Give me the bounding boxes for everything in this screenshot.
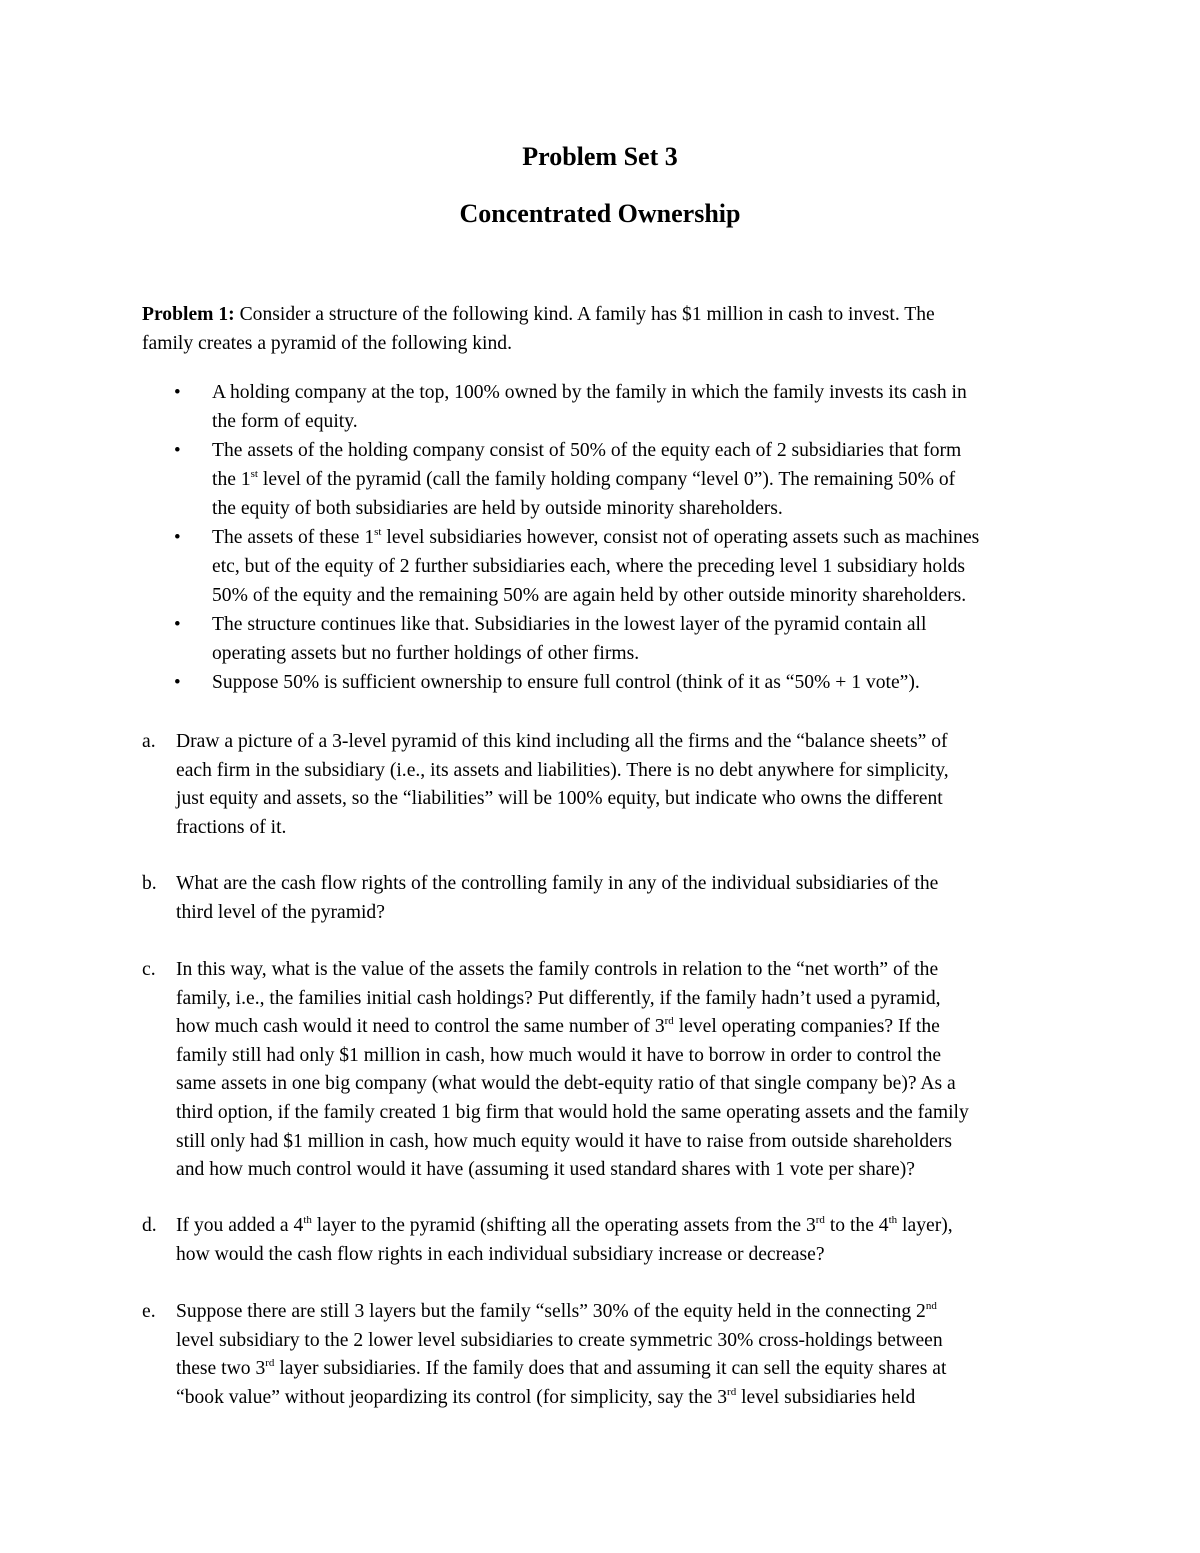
intro-line-2: family creates a pyramid of the following kind. — [142, 332, 512, 354]
ordinal-suffix: rd — [727, 1385, 737, 1398]
list-item — [212, 668, 1082, 697]
ordinal-suffix: st — [374, 526, 382, 538]
problem-1-label: Problem 1: — [142, 304, 235, 325]
list-item-line: level subsidiaries however, consist not of operating assets such as machines — [381, 527, 980, 548]
question-label: d. — [142, 1215, 157, 1236]
intro-line-1: Consider a structure of the following kind. A family has $1 million in cash to invest. The — [234, 304, 935, 325]
list-item-line: the 1 — [212, 469, 251, 490]
question-b — [142, 870, 1052, 927]
list-item-line: Suppose 50% is sufficient ownership to ensure full control (think of it as “50% + 1 vote”). — [212, 672, 920, 693]
ordinal-suffix: st — [250, 468, 258, 480]
list-item-line: 50% of the equity and the remaining 50% are again held by other outside minority shareholders. — [212, 585, 967, 606]
ordinal-suffix: nd — [925, 1300, 937, 1312]
list-item-line: A holding company at the top, 100% owned by the family in which the family invests its cash in — [212, 382, 967, 403]
question-c — [142, 956, 1052, 1185]
ordinal-suffix: rd — [815, 1214, 825, 1226]
list-item-line: the equity of both subsidiaries are held by outside minority shareholders. — [212, 498, 783, 519]
question-label: b. — [142, 873, 157, 894]
question-text: In this way, what is the value of the assets the family controls in relation to the “net worth” of the family, i.e., the families initial cash holdings? Put differently, if the family hadn’t used a pyramid, how much cash would it need to control the same number of 3rd level operating companies? If the family still had only $1 million in cash, how much would it have to borrow in order to control the same assets in one big company (what would the debt-equity ratio of that single company be)? As a third option, if the family created 1 big firm that would hold the same operating assets and the family still only had $1 million in cash, how much equity would it have to raise from outside shareholders and how much control would it have (assuming it used standard shares with 1 vote per share)? — [176, 959, 969, 1181]
question-text: What are the cash flow rights of the controlling family in any of the individual subsidiaries of the third level of the pyramid? — [176, 873, 939, 923]
question-text: Draw a picture of a 3-level pyramid of this kind including all the firms and the “balance sheets” of each firm in the subsidiary (i.e., its assets and liabilities). There is no debt anywhere for simplicity, just equity and assets, so the “liabilities” will be 100% equity, but indicate who owns the different fractions of it. — [176, 731, 949, 838]
list-item-line: operating assets but no further holdings of other firms. — [212, 643, 640, 664]
question-a — [142, 728, 1052, 842]
question-label: a. — [142, 731, 156, 752]
list-item — [212, 610, 1082, 668]
list-item-line: The assets of these 1 — [212, 527, 375, 548]
page-subtitle: Concentrated Ownership — [459, 199, 741, 228]
list-item — [212, 378, 1082, 436]
list-item-line: The structure continues like that. Subsidiaries in the lowest layer of the pyramid contain all — [212, 614, 927, 635]
ordinal-suffix: th — [303, 1214, 312, 1226]
question-e — [142, 1298, 1052, 1412]
list-item — [212, 436, 1082, 523]
ordinal-suffix: rd — [265, 1357, 275, 1370]
question-text: If you added a 4th layer to the pyramid (shifting all the operating assets from the 3rd to the 4th layer), how would the cash flow rights in each individual subsidiary increase or decrease? — [176, 1214, 953, 1265]
ordinal-suffix: th — [888, 1214, 898, 1226]
page-title: Problem Set 3 — [522, 142, 678, 171]
question-d — [142, 1212, 1052, 1269]
question-text: Suppose there are still 3 layers but the family “sells” 30% of the equity held in the connecting 2nd level subsidiary to the 2 lower level subsidiaries to create symmetric 30% cross-holdings between these two 3rd layer subsidiaries. If the family does that and assuming it can sell the equity shares at “book value” without jeopardizing its control (for simplicity, say the 3rd level subsidiaries held — [176, 1300, 947, 1408]
list-item-line: level of the pyramid (call the family holding company “level 0”). The remaining 50% of — [257, 469, 956, 490]
list-item-line: the form of equity. — [212, 411, 358, 432]
list-item-line: The assets of the holding company consist of 50% of the equity each of 2 subsidiaries that form — [212, 440, 962, 461]
list-item — [212, 523, 1082, 610]
problem-1-intro — [142, 301, 1042, 358]
assumption-list — [212, 378, 1082, 697]
question-label: e. — [142, 1301, 156, 1322]
ordinal-suffix: rd — [664, 1015, 674, 1028]
question-label: c. — [142, 959, 156, 980]
list-item-line: etc, but of the equity of 2 further subsidiaries each, where the preceding level 1 subsidiary holds — [212, 556, 966, 577]
